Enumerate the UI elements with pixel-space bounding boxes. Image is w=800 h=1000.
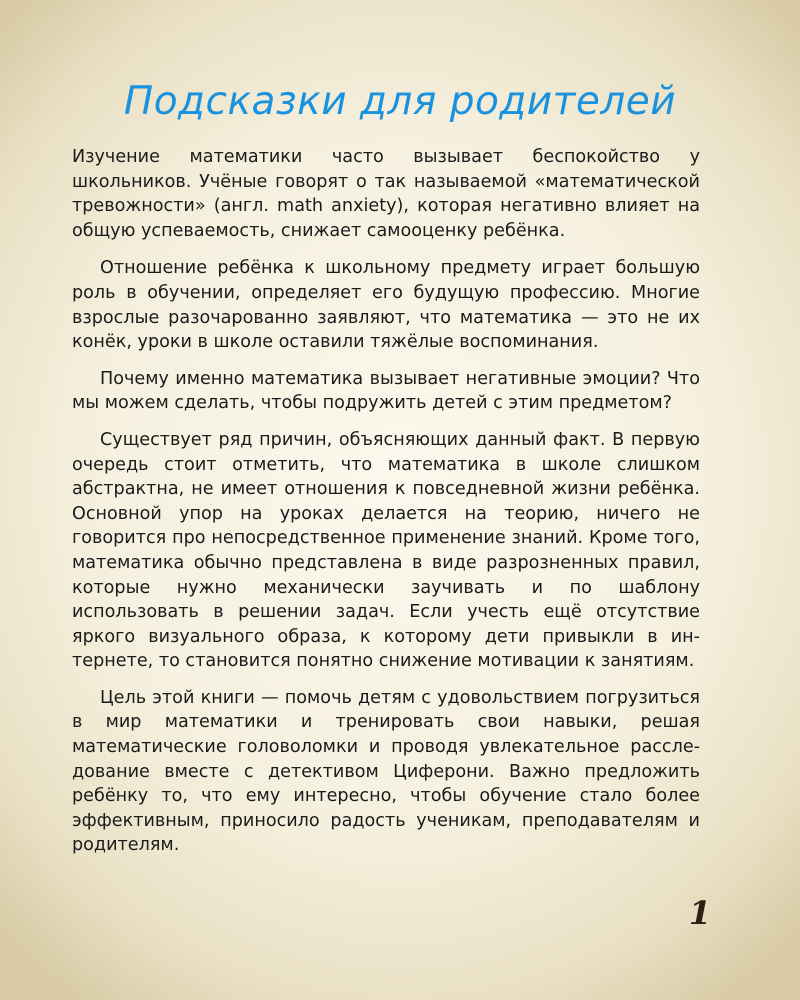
- page-title: Подсказки для родителей: [123, 79, 677, 124]
- paragraph-reasons: Существует ряд причин, объясняющих данный факт. В первую очередь стоит отметить, что математика в школе слишком абстрактна, не имеет отношения к повседневной жизни ребёнка. Основной упор на уроках делается на теорию, ничего не говорится про непосредственное применение знаний. Кроме того, математика обычно представлена в виде разрозненных правил, которые нужно механически заучивать и по шаблону использовать в решении задач. Если учесть ещё отсутствие яркого визуального образа, к которому дети привыкли в интернете, то становится понятно снижение мотивации к занятиям.: [72, 429, 700, 672]
- body-text: [72, 145, 700, 870]
- paragraph-goal: Цель этой книги — помочь детям с удовольствием погрузиться в мир математики и тренировать свои навыки, решая математические головоломки и проводя увлекательное расследование вместе с детективом Циферони. Важно предложить ребёнку то, что ему интересно, чтобы обучение стало более эффективным, приносило радость ученикам, преподавателям и родителям.: [72, 687, 700, 856]
- paragraph-intro: Изучение математики часто вызывает беспокойство у школьников. Учёные говорят о так называемой «математической тревожности» (англ. math anxiety), которая негативно влияет на общую успеваемость, снижает самооценку ребёнка.: [72, 147, 700, 241]
- page-number: 1: [688, 894, 712, 932]
- paragraph-attitude: Отношение ребёнка к школьному предмету играет большую роль в обучении, определяет его будущую профессию. Многие взрослые разочарованно заявляют, что математика — это не их конёк, уроки в школе оставили тяжёлые воспоминания.: [72, 258, 700, 353]
- paragraph-question: Почему именно математика вызывает негативные эмоции? Что мы можем сделать, чтобы подружить детей с этим предметом?: [72, 368, 700, 414]
